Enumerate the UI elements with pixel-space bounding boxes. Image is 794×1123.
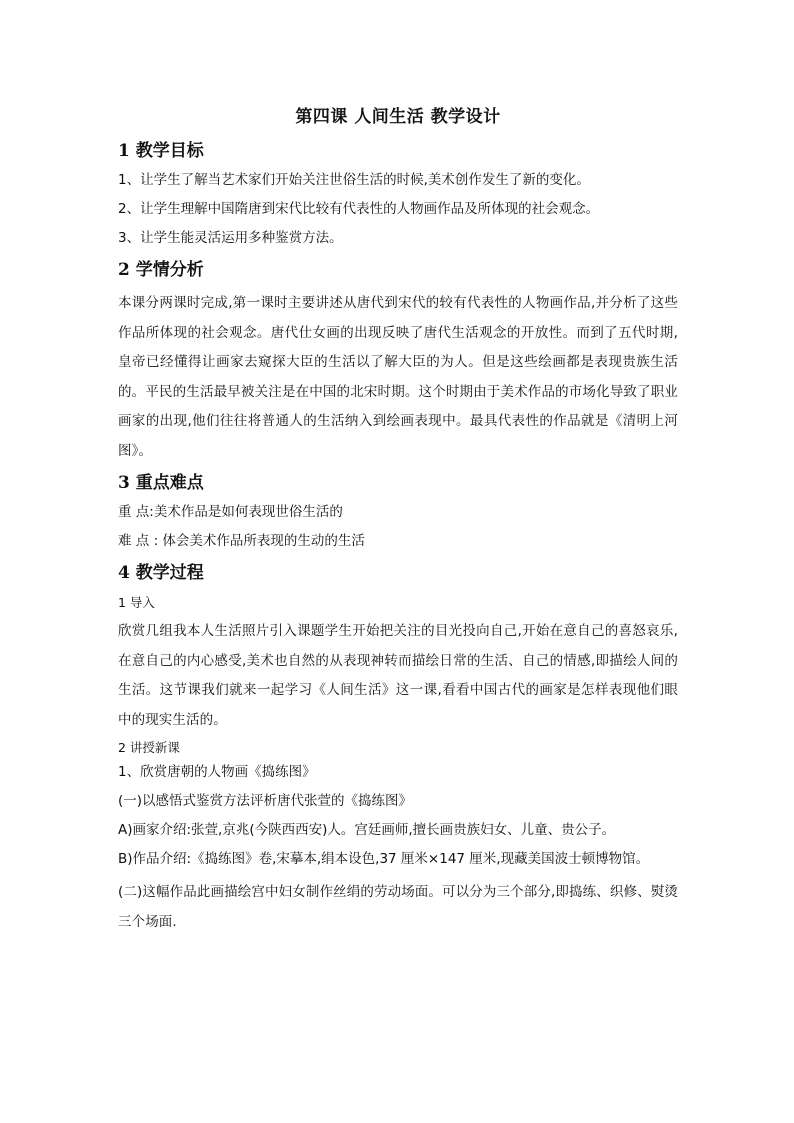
painter-intro: A)画家介绍:张萱,京兆(今陕西西安)人。宫廷画师,擅长画贵族妇女、儿童、贵公子。 xyxy=(118,822,616,838)
difficult-point-text: 难 点 : 体会美术作品所表现的生动的生活 xyxy=(118,533,365,549)
section-heading-key-points: 3 重点难点 xyxy=(118,473,204,493)
sub-topic-1: 1、欣赏唐朝的人物画《捣练图》 xyxy=(118,764,316,780)
objective-item-2: 2、让学生理解中国隋唐到宋代比较有代表性的人物画作品及所体现的社会观念。 xyxy=(118,201,600,217)
step2-label: 2 讲授新课 xyxy=(118,740,180,755)
document-title: 第四课 人间生活 教学设计 xyxy=(295,107,501,127)
section-heading-process: 4 教学过程 xyxy=(118,563,204,583)
sub-topic-1a: (一)以感悟式鉴赏方法评析唐代张萱的《捣练图》 xyxy=(118,793,413,809)
analysis-paragraph: 本课分两课时完成,第一课时主要讲述从唐代到宋代的较有代表性的人物画作品,并分析了这些作品所体现的社会观念。唐代仕女画的出现反映了唐代生活观念的开放性。而到了五代时期,皇帝已经懂得让画家去窥探大臣的生活以了解大臣的为人。但是这些绘画都是表现贵族生活的。平民的生活最早被关注是在中国的北宋时期。这个时期由于美术作品的市场化导致了职业画家的出现,他们往往将普通人的生活纳入到绘画表现中。最具代表性的作品就是《清明上河图》。 xyxy=(118,295,678,459)
objective-item-1: 1、让学生了解当艺术家们开始关注世俗生活的时候,美术创作发生了新的变化。 xyxy=(118,172,590,188)
section-heading-objectives: 1 教学目标 xyxy=(118,141,204,161)
artwork-intro: B)作品介绍:《捣练图》卷,宋摹本,绢本设色,37 厘米×147 厘米,现藏美国波士顿博物馆。 xyxy=(118,851,650,867)
step1-label: 1 导入 xyxy=(118,595,155,610)
section-heading-analysis: 2 学情分析 xyxy=(118,260,204,280)
document-content xyxy=(118,104,678,939)
key-point-text: 重 点:美术作品是如何表现世俗生活的 xyxy=(118,504,343,520)
step1-paragraph: 欣赏几组我本人生活照片引入课题学生开始把关注的目光投向自己,开始在意自己的喜怒哀乐,在意自己的内心感受,美术也自然的从表现神转而描绘日常的生活、自己的情感,即描绘人间的生活。这节课我们就来一起学习《人间生活》这一课,看看中国古代的画家是怎样表现他们眼中的现实生活的。 xyxy=(118,623,678,728)
objective-item-3: 3、让学生能灵活运用多种鉴赏方法。 xyxy=(118,230,343,246)
artwork-description: (二)这幅作品此画描绘宫中妇女制作丝绢的劳动场面。可以分为三个部分,即捣练、织修、熨烫三个场面. xyxy=(118,884,678,930)
